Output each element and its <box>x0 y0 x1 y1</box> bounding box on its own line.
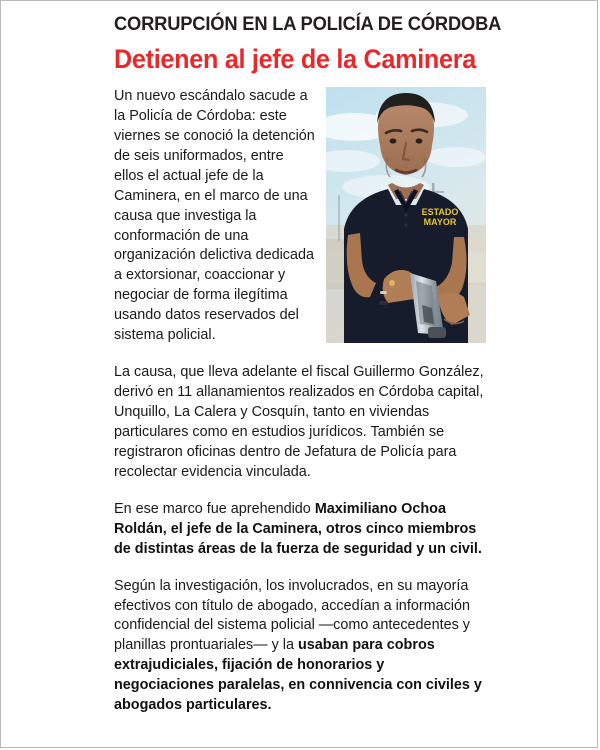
article-container <box>114 1 502 733</box>
article-kicker: CORRUPCIÓN EN LA POLICÍA DE CÓRDOBA <box>114 13 502 35</box>
para-1-run-1: Un nuevo escándalo sacude a la Policía de Córdoba: este viernes se conoció la detención de seis uniformados, entre ellos el actual jefe de la Caminera, en el marco de una causa que investiga la conformación de una organización delictiva dedicada a extorsionar, coaccionar y negociar de forma ilegítima usando datos reservados del sistema policial. <box>114 87 315 344</box>
paragraph-3 <box>114 500 486 560</box>
para-2-run-1: La causa, que lleva adelante el fiscal Guillermo González, derivó en 11 allanamientos realizados en Córdoba capital, Unquillo, La Calera y Cosquín, tanto en viviendas particulares como en estudios jurídicos. También se registraron oficinas dentro de Jefatura de Policía para recolectar evidencia vinculada. <box>114 364 484 480</box>
article-headline: Detienen al jefe de la Caminera <box>114 43 476 74</box>
para-3-run-2: Maximiliano Ochoa Roldán, el jefe de la Caminera, otros cinco miembros de distintas áreas de la fuerza de seguridad y un civil. <box>114 500 482 557</box>
shirt-text-line1: ESTADO <box>421 206 459 217</box>
photo-illustration <box>326 87 486 343</box>
para-4-run-2: usaban para cobros extrajudiciales, fijación de honorarios y negociaciones paralelas, en connivencia con civiles y abogados particulares. <box>114 637 482 714</box>
shirt-text-line2: MAYOR <box>423 216 457 227</box>
para-4-run-1: Según la investigación, los involucrados, en su mayoría efectivos con título de abogado, accedían a información confidencial del sistema policial —como antecedentes y planillas prontuariales— y la <box>114 577 470 654</box>
article-photo <box>326 87 486 343</box>
para-3-run-1: En ese marco fue aprehendido <box>114 500 315 517</box>
paragraph-4 <box>114 577 486 717</box>
paragraph-2 <box>114 363 486 483</box>
